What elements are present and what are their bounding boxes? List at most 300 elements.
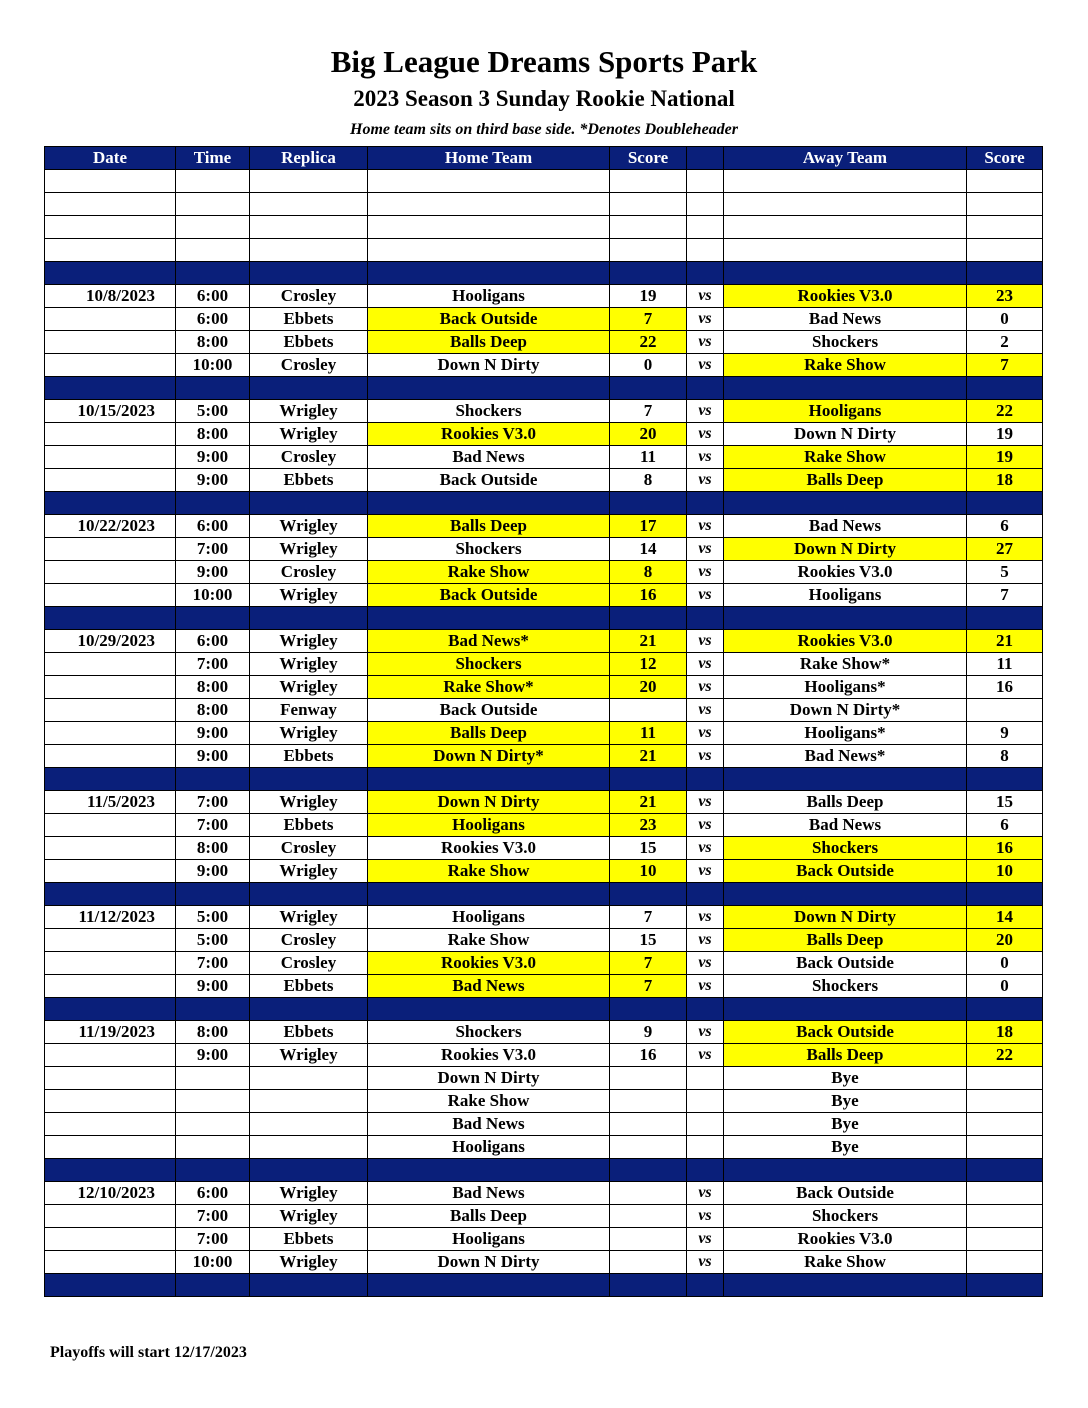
away-score-cell: 23 [967, 285, 1043, 308]
week-separator-row [45, 883, 1043, 906]
col-header-home-team: Home Team [368, 147, 610, 170]
home-score-cell: 8 [610, 561, 687, 584]
time-cell: 8:00 [176, 699, 250, 722]
home-score-cell [610, 170, 687, 193]
away-score-cell: 7 [967, 354, 1043, 377]
home-team-cell: Rookies V3.0 [368, 1044, 610, 1067]
vs-cell: vs [687, 308, 724, 331]
replica-cell: Wrigley [250, 791, 368, 814]
replica-cell: Wrigley [250, 423, 368, 446]
away-score-cell [967, 377, 1043, 400]
replica-cell: Wrigley [250, 860, 368, 883]
vs-cell: vs [687, 653, 724, 676]
game-row [45, 1021, 1043, 1044]
away-team-cell: Balls Deep [724, 1044, 967, 1067]
vs-cell: vs [687, 469, 724, 492]
home-score-cell: 10 [610, 860, 687, 883]
date-cell: 10/15/2023 [45, 400, 176, 423]
home-score-cell [610, 1182, 687, 1205]
home-score-cell: 21 [610, 745, 687, 768]
away-score-cell: 18 [967, 469, 1043, 492]
game-row [45, 676, 1043, 699]
home-team-cell: Back Outside [368, 469, 610, 492]
home-team-cell: Rookies V3.0 [368, 423, 610, 446]
week-separator-row [45, 377, 1043, 400]
away-score-cell: 9 [967, 722, 1043, 745]
away-team-cell: Hooligans [724, 400, 967, 423]
game-row [45, 975, 1043, 998]
game-row [45, 860, 1043, 883]
home-team-cell: Hooligans [368, 285, 610, 308]
away-score-cell [967, 998, 1043, 1021]
away-score-cell [967, 1159, 1043, 1182]
replica-cell: Crosley [250, 952, 368, 975]
home-team-cell [368, 193, 610, 216]
game-row [45, 1090, 1043, 1113]
replica-cell [250, 1113, 368, 1136]
time-cell [176, 768, 250, 791]
away-score-cell: 16 [967, 676, 1043, 699]
away-team-cell: Rake Show [724, 354, 967, 377]
away-score-cell: 21 [967, 630, 1043, 653]
date-cell [45, 653, 176, 676]
home-score-cell [610, 492, 687, 515]
vs-cell [687, 883, 724, 906]
time-cell: 6:00 [176, 515, 250, 538]
away-score-cell: 19 [967, 423, 1043, 446]
time-cell: 7:00 [176, 653, 250, 676]
vs-cell [687, 239, 724, 262]
table-header-row [45, 147, 1043, 170]
replica-cell: Wrigley [250, 906, 368, 929]
page-title: Big League Dreams Sports Park [330, 44, 758, 79]
away-score-cell [967, 216, 1043, 239]
date-cell [45, 952, 176, 975]
replica-cell [250, 377, 368, 400]
time-cell: 8:00 [176, 837, 250, 860]
replica-cell [250, 239, 368, 262]
home-team-cell: Bad News* [368, 630, 610, 653]
vs-cell: vs [687, 400, 724, 423]
home-score-cell [610, 1159, 687, 1182]
away-team-cell: Shockers [724, 975, 967, 998]
col-header-date: Date [45, 147, 176, 170]
home-score-cell [610, 1205, 687, 1228]
home-team-cell [368, 262, 610, 285]
date-cell [45, 768, 176, 791]
vs-cell: vs [687, 906, 724, 929]
date-cell [45, 745, 176, 768]
away-score-cell [967, 492, 1043, 515]
game-row [45, 1113, 1043, 1136]
game-row [45, 584, 1043, 607]
time-cell: 5:00 [176, 906, 250, 929]
date-cell [45, 814, 176, 837]
date-cell [45, 722, 176, 745]
home-team-cell [368, 170, 610, 193]
away-score-cell [967, 1251, 1043, 1274]
game-row [45, 837, 1043, 860]
replica-cell [250, 1159, 368, 1182]
time-cell: 8:00 [176, 676, 250, 699]
vs-cell: vs [687, 814, 724, 837]
away-team-cell [724, 216, 967, 239]
col-header-away-team: Away Team [724, 147, 967, 170]
game-row [45, 400, 1043, 423]
away-score-cell: 15 [967, 791, 1043, 814]
home-score-cell: 21 [610, 630, 687, 653]
footer-note: Playoffs will start 12/17/2023 [50, 1344, 247, 1361]
date-cell [45, 377, 176, 400]
time-cell: 9:00 [176, 446, 250, 469]
away-score-cell: 16 [967, 837, 1043, 860]
vs-cell: vs [687, 860, 724, 883]
schedule-body [45, 170, 1043, 1297]
replica-cell [250, 607, 368, 630]
date-cell [45, 1113, 176, 1136]
time-cell: 5:00 [176, 400, 250, 423]
vs-cell [687, 1067, 724, 1090]
away-team-cell [724, 1274, 967, 1297]
game-row [45, 354, 1043, 377]
time-cell: 9:00 [176, 860, 250, 883]
away-team-cell: Balls Deep [724, 469, 967, 492]
time-cell: 9:00 [176, 975, 250, 998]
date-cell [45, 492, 176, 515]
time-cell: 9:00 [176, 469, 250, 492]
blank-row [45, 239, 1043, 262]
vs-cell [687, 262, 724, 285]
away-team-cell: Rookies V3.0 [724, 561, 967, 584]
date-cell [45, 354, 176, 377]
home-team-cell: Balls Deep [368, 331, 610, 354]
home-team-cell: Balls Deep [368, 722, 610, 745]
home-team-cell: Shockers [368, 538, 610, 561]
game-row [45, 1044, 1043, 1067]
week-separator-row [45, 1159, 1043, 1182]
week-separator-row [45, 768, 1043, 791]
home-team-cell: Bad News [368, 1182, 610, 1205]
home-team-cell: Bad News [368, 1113, 610, 1136]
home-team-cell [368, 216, 610, 239]
time-cell [176, 1136, 250, 1159]
vs-cell: vs [687, 423, 724, 446]
time-cell [176, 1159, 250, 1182]
time-cell [176, 239, 250, 262]
week-separator-row [45, 1274, 1043, 1297]
away-team-cell: Bad News [724, 515, 967, 538]
home-score-cell [610, 1067, 687, 1090]
vs-cell [687, 607, 724, 630]
home-team-cell: Balls Deep [368, 515, 610, 538]
vs-cell: vs [687, 699, 724, 722]
time-cell: 10:00 [176, 1251, 250, 1274]
blank-row [45, 193, 1043, 216]
home-team-cell: Down N Dirty* [368, 745, 610, 768]
away-team-cell: Down N Dirty [724, 423, 967, 446]
time-cell [176, 1090, 250, 1113]
home-score-cell: 11 [610, 446, 687, 469]
replica-cell [250, 768, 368, 791]
week-separator-row [45, 262, 1043, 285]
time-cell: 7:00 [176, 1228, 250, 1251]
time-cell: 7:00 [176, 791, 250, 814]
date-cell [45, 446, 176, 469]
away-score-cell [967, 193, 1043, 216]
date-cell [45, 837, 176, 860]
away-score-cell [967, 1067, 1043, 1090]
vs-cell: vs [687, 1205, 724, 1228]
game-row [45, 906, 1043, 929]
away-score-cell: 20 [967, 929, 1043, 952]
home-score-cell: 7 [610, 975, 687, 998]
home-team-cell: Shockers [368, 400, 610, 423]
home-team-cell: Balls Deep [368, 1205, 610, 1228]
time-cell: 9:00 [176, 1044, 250, 1067]
away-team-cell: Hooligans* [724, 676, 967, 699]
replica-cell: Ebbets [250, 975, 368, 998]
away-team-cell [724, 883, 967, 906]
home-score-cell: 21 [610, 791, 687, 814]
date-cell: 11/19/2023 [45, 1021, 176, 1044]
home-team-cell [368, 768, 610, 791]
away-score-cell: 0 [967, 952, 1043, 975]
vs-cell [687, 768, 724, 791]
away-score-cell: 5 [967, 561, 1043, 584]
home-score-cell [610, 998, 687, 1021]
date-cell [45, 1205, 176, 1228]
vs-cell: vs [687, 354, 724, 377]
home-score-cell [610, 1251, 687, 1274]
home-team-cell: Hooligans [368, 814, 610, 837]
game-row [45, 308, 1043, 331]
away-score-cell [967, 1090, 1043, 1113]
away-team-cell: Down N Dirty* [724, 699, 967, 722]
game-row [45, 699, 1043, 722]
game-row [45, 1228, 1043, 1251]
away-team-cell: Rookies V3.0 [724, 1228, 967, 1251]
vs-cell [687, 998, 724, 1021]
game-row [45, 722, 1043, 745]
home-team-cell: Down N Dirty [368, 791, 610, 814]
vs-cell: vs [687, 561, 724, 584]
date-cell [45, 170, 176, 193]
home-team-cell: Back Outside [368, 308, 610, 331]
vs-cell: vs [687, 676, 724, 699]
home-score-cell: 22 [610, 331, 687, 354]
vs-cell [687, 1274, 724, 1297]
replica-cell [250, 1274, 368, 1297]
date-cell [45, 699, 176, 722]
away-team-cell: Down N Dirty [724, 906, 967, 929]
vs-cell [687, 1090, 724, 1113]
home-team-cell [368, 1159, 610, 1182]
replica-cell: Crosley [250, 837, 368, 860]
date-cell [45, 1090, 176, 1113]
date-cell [45, 239, 176, 262]
date-cell [45, 584, 176, 607]
home-score-cell: 16 [610, 1044, 687, 1067]
home-team-cell: Shockers [368, 1021, 610, 1044]
game-row [45, 538, 1043, 561]
time-cell: 6:00 [176, 308, 250, 331]
away-team-cell [724, 1159, 967, 1182]
away-score-cell: 11 [967, 653, 1043, 676]
replica-cell: Ebbets [250, 814, 368, 837]
game-row [45, 745, 1043, 768]
vs-cell: vs [687, 975, 724, 998]
time-cell: 6:00 [176, 1182, 250, 1205]
week-separator-row [45, 492, 1043, 515]
away-team-cell [724, 377, 967, 400]
date-cell [45, 538, 176, 561]
date-cell [45, 423, 176, 446]
away-team-cell: Bye [724, 1067, 967, 1090]
away-team-cell: Bye [724, 1136, 967, 1159]
home-team-cell: Bad News [368, 975, 610, 998]
vs-cell: vs [687, 515, 724, 538]
home-team-cell: Down N Dirty [368, 354, 610, 377]
home-score-cell: 19 [610, 285, 687, 308]
time-cell [176, 1067, 250, 1090]
replica-cell: Ebbets [250, 469, 368, 492]
time-cell [176, 262, 250, 285]
replica-cell: Crosley [250, 285, 368, 308]
away-score-cell: 22 [967, 400, 1043, 423]
home-team-cell: Hooligans [368, 1228, 610, 1251]
time-cell: 9:00 [176, 722, 250, 745]
away-team-cell: Balls Deep [724, 929, 967, 952]
date-cell [45, 929, 176, 952]
vs-cell: vs [687, 285, 724, 308]
replica-cell: Ebbets [250, 308, 368, 331]
vs-cell: vs [687, 1021, 724, 1044]
date-cell: 11/12/2023 [45, 906, 176, 929]
away-team-cell: Rake Show [724, 1251, 967, 1274]
home-team-cell [368, 607, 610, 630]
home-score-cell [610, 193, 687, 216]
date-cell: 10/8/2023 [45, 285, 176, 308]
away-score-cell [967, 607, 1043, 630]
away-team-cell: Rake Show* [724, 653, 967, 676]
replica-cell: Crosley [250, 929, 368, 952]
away-score-cell [967, 883, 1043, 906]
time-cell: 8:00 [176, 1021, 250, 1044]
home-score-cell [610, 1274, 687, 1297]
away-score-cell: 18 [967, 1021, 1043, 1044]
home-score-cell: 20 [610, 676, 687, 699]
replica-cell [250, 1090, 368, 1113]
home-score-cell: 16 [610, 584, 687, 607]
away-score-cell [967, 1113, 1043, 1136]
away-team-cell: Rake Show [724, 446, 967, 469]
away-score-cell [967, 262, 1043, 285]
replica-cell: Ebbets [250, 745, 368, 768]
replica-cell: Wrigley [250, 515, 368, 538]
vs-cell [687, 1113, 724, 1136]
replica-cell: Crosley [250, 446, 368, 469]
time-cell: 10:00 [176, 354, 250, 377]
away-score-cell: 2 [967, 331, 1043, 354]
time-cell [176, 1274, 250, 1297]
time-cell: 7:00 [176, 538, 250, 561]
date-cell: 10/22/2023 [45, 515, 176, 538]
date-cell [45, 883, 176, 906]
away-team-cell [724, 768, 967, 791]
away-team-cell: Back Outside [724, 1182, 967, 1205]
replica-cell [250, 1067, 368, 1090]
away-team-cell: Bad News* [724, 745, 967, 768]
home-score-cell [610, 216, 687, 239]
replica-cell: Wrigley [250, 653, 368, 676]
home-team-cell: Back Outside [368, 584, 610, 607]
home-score-cell: 8 [610, 469, 687, 492]
home-score-cell: 9 [610, 1021, 687, 1044]
game-row [45, 331, 1043, 354]
away-score-cell [967, 699, 1043, 722]
home-score-cell [610, 239, 687, 262]
home-score-cell: 7 [610, 308, 687, 331]
away-score-cell: 22 [967, 1044, 1043, 1067]
home-score-cell [610, 1136, 687, 1159]
time-cell: 6:00 [176, 285, 250, 308]
date-cell [45, 1251, 176, 1274]
away-team-cell: Back Outside [724, 1021, 967, 1044]
away-team-cell: Bye [724, 1090, 967, 1113]
away-score-cell: 0 [967, 308, 1043, 331]
away-team-cell [724, 262, 967, 285]
away-team-cell: Bad News [724, 814, 967, 837]
game-row [45, 446, 1043, 469]
vs-cell: vs [687, 331, 724, 354]
home-team-cell: Rake Show [368, 561, 610, 584]
home-score-cell: 7 [610, 400, 687, 423]
blank-row [45, 216, 1043, 239]
away-team-cell: Shockers [724, 837, 967, 860]
date-cell [45, 262, 176, 285]
away-score-cell [967, 1205, 1043, 1228]
time-cell [176, 193, 250, 216]
date-cell [45, 308, 176, 331]
replica-cell: Ebbets [250, 331, 368, 354]
replica-cell: Wrigley [250, 1205, 368, 1228]
vs-cell: vs [687, 1251, 724, 1274]
away-score-cell: 14 [967, 906, 1043, 929]
game-row [45, 791, 1043, 814]
vs-cell: vs [687, 1044, 724, 1067]
vs-cell: vs [687, 952, 724, 975]
vs-cell: vs [687, 929, 724, 952]
home-score-cell: 23 [610, 814, 687, 837]
vs-cell: vs [687, 538, 724, 561]
game-row [45, 285, 1043, 308]
date-cell [45, 607, 176, 630]
home-score-cell: 7 [610, 906, 687, 929]
game-row [45, 1136, 1043, 1159]
time-cell: 6:00 [176, 630, 250, 653]
away-score-cell [967, 170, 1043, 193]
vs-cell: vs [687, 630, 724, 653]
away-score-cell: 6 [967, 814, 1043, 837]
home-score-cell: 11 [610, 722, 687, 745]
home-team-cell [368, 1274, 610, 1297]
time-cell: 8:00 [176, 423, 250, 446]
replica-cell: Wrigley [250, 584, 368, 607]
away-score-cell [967, 1228, 1043, 1251]
home-team-cell: Rake Show [368, 1090, 610, 1113]
date-cell [45, 469, 176, 492]
away-score-cell [967, 239, 1043, 262]
